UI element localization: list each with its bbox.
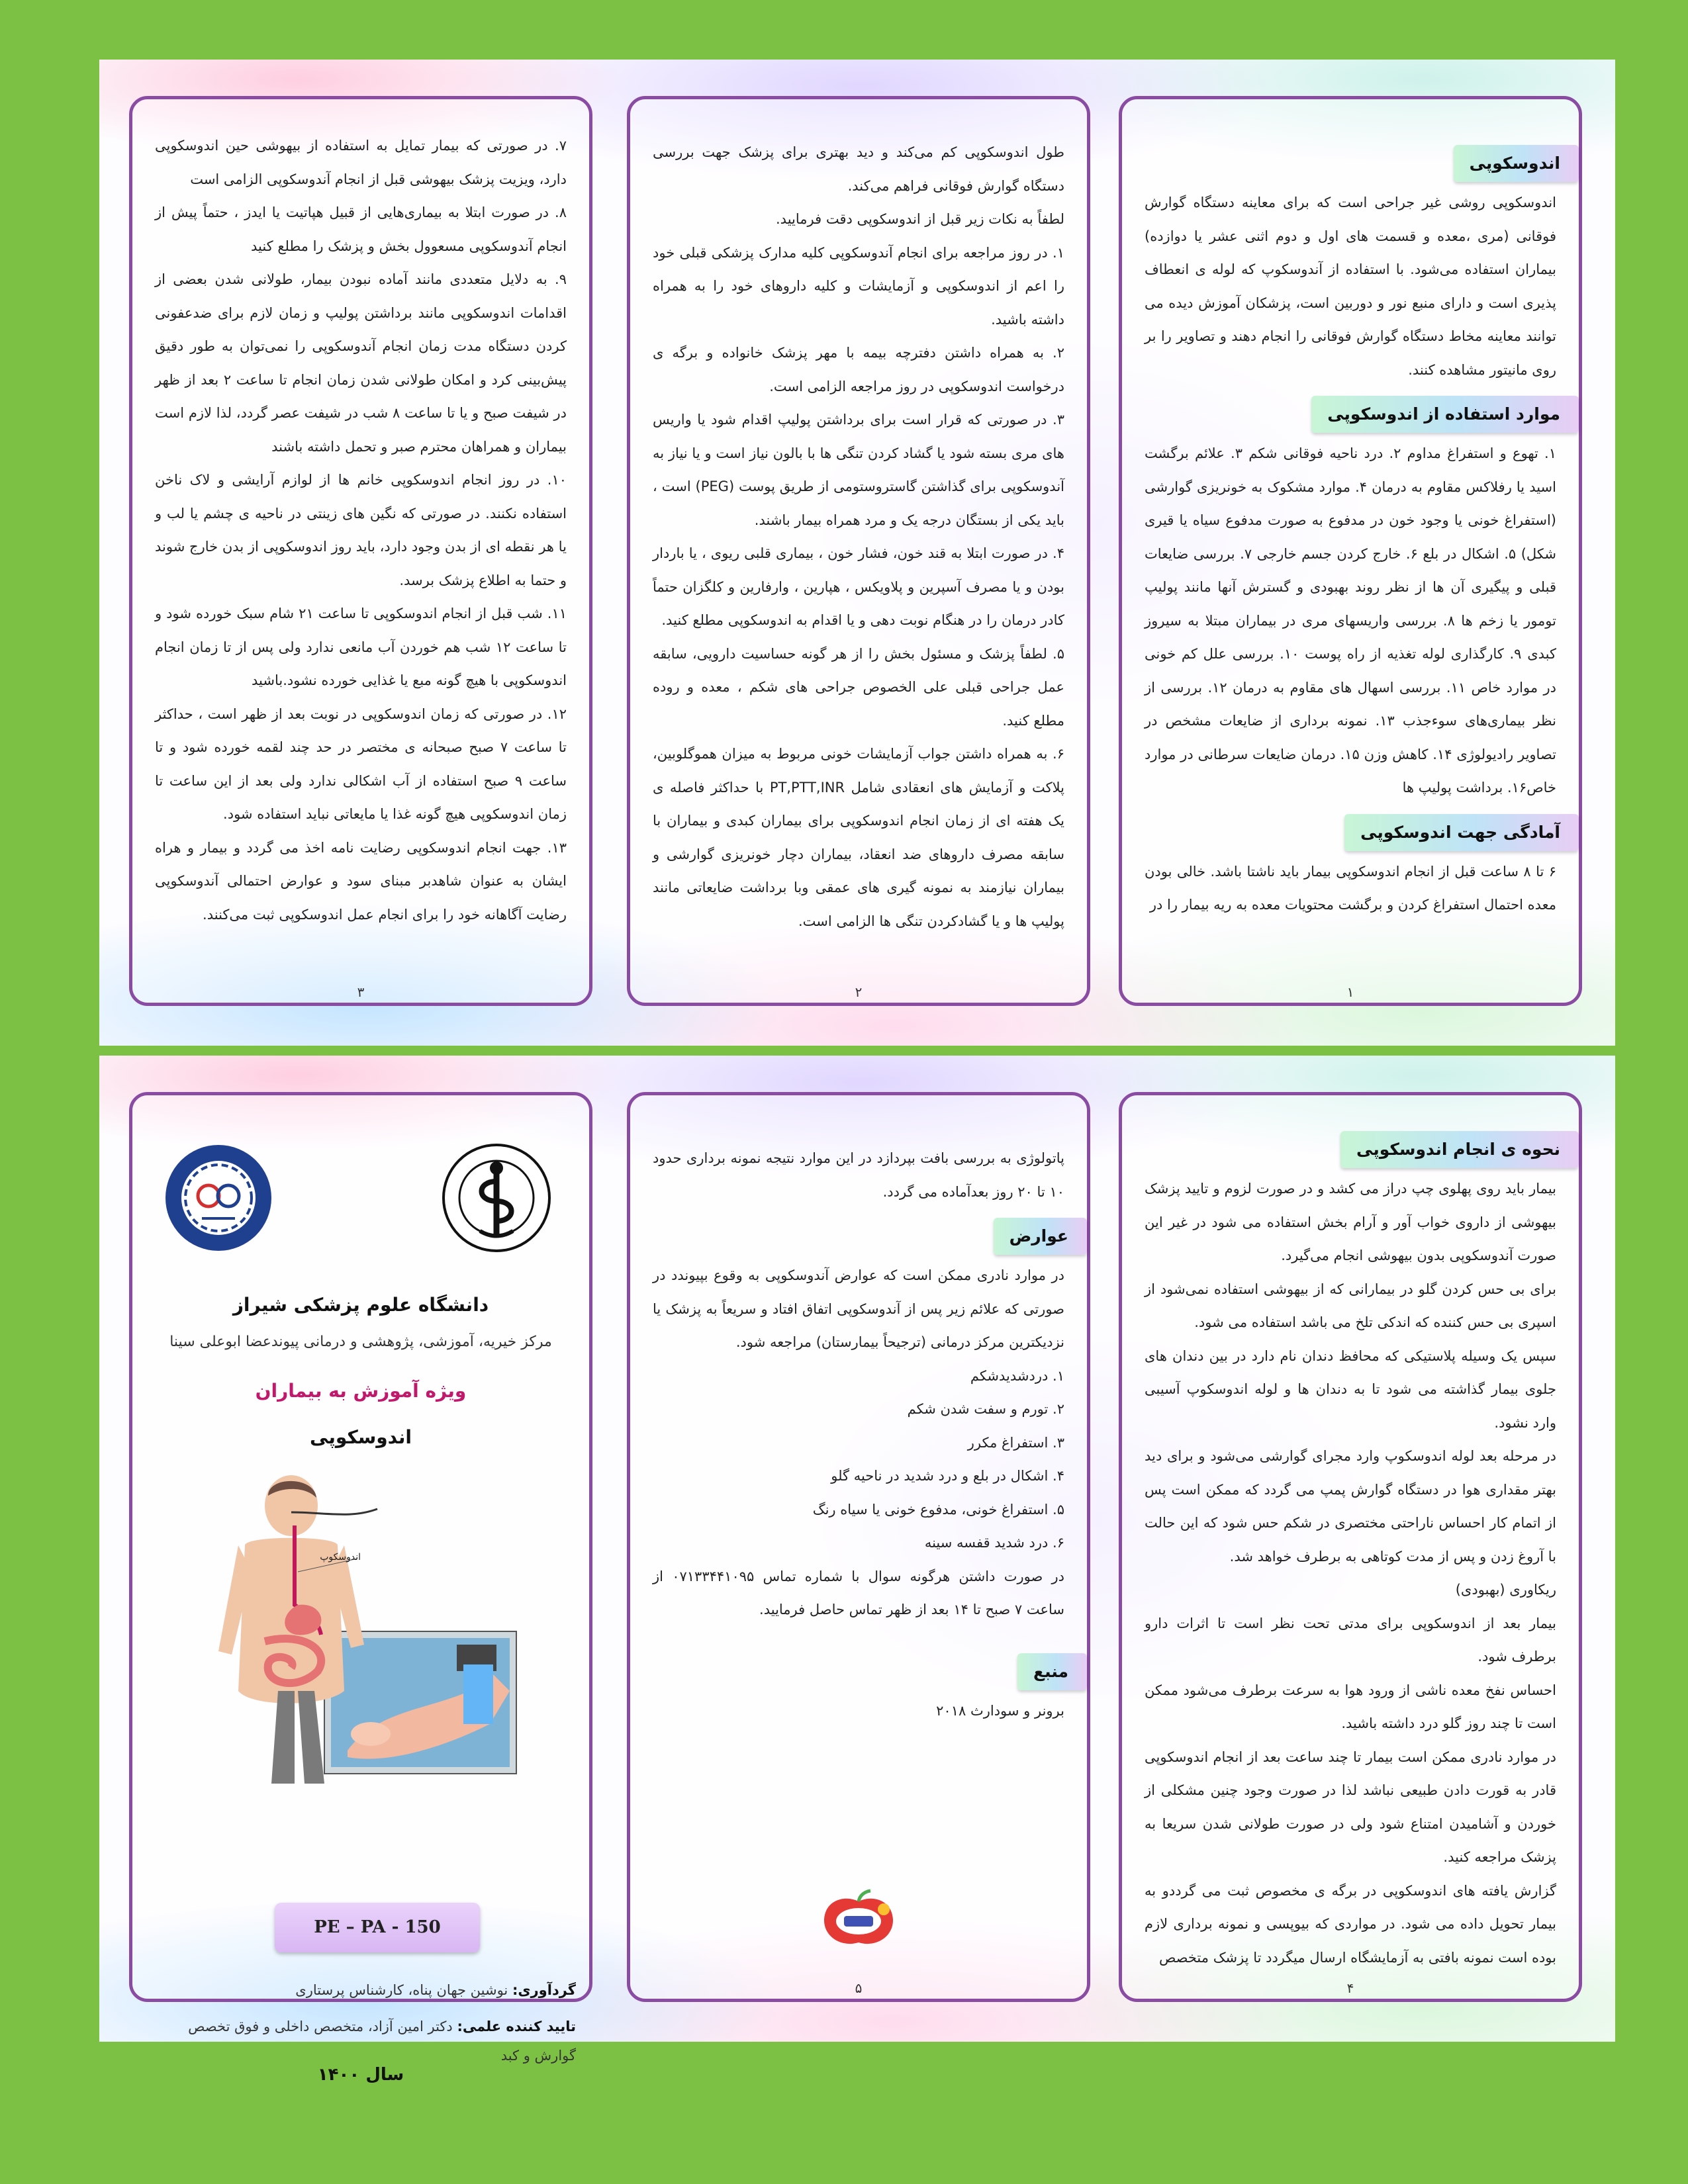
university-name: دانشگاه علوم پزشکی شیراز [232, 1294, 489, 1316]
panel-3 [129, 96, 592, 1006]
compiler-line [146, 1976, 576, 2005]
publication-year: سال ۱۴۰۰ [317, 2065, 404, 2085]
preparation-text: ۶ تا ۸ ساعت قبل از انجام اندوسکوپی بیمار باید ناشتا باشد. خالی بودن معده احتمال استفراغ کردن و برگشت محتویات معده به ریه بیمار را در [1145, 863, 1557, 913]
pathology-text: پاتولوژی به بررسی بافت بپردازد در این موارد نتیجه نمونه برداری حدود ۱۰ تا ۲۰ روز بعدآماده می گردد. [653, 1150, 1064, 1200]
approver-line [146, 2012, 576, 2070]
heading-complications: عوارض [994, 1218, 1087, 1255]
page-number: ۳ [357, 984, 365, 1000]
document-code: PE – PA - 150 [275, 1903, 480, 1952]
endoscopy-definition: اندوسکوپی روشی غیر جراحی است که برای معاینه دستگاه گوارش فوقانی (مری ،معده و قسمت های اول و دوم اثنی عشر یا دوازده) بیماران استفاده می‌شود. با استفاده از آندوسکوپ که لوله ی انعطاف پذیری است و دارای منبع نور و دوربین است، پزشکان آموزش دیده می توانند معاینه مخاط دستگاه گوارش فوقانی را انجام دهند و تصاویر را بر روی مانیتور مشاهده کنند. [1145, 195, 1556, 378]
paragraph: گزارش یافته های اندوسکوپی در برگه ی مخصوص ثبت می گرددو به بیمار تحویل داده می شود. در مواردی که بیوپسی و نمونه برداری لازم بوده است نمونه بافتی به آزمایشگاه ارسال میگردد تا پزشک متخصص [1145, 1882, 1556, 1966]
list-item: ۸. در صورت ابتلا به بیماری‌هایی از قبیل هپاتیت یا ایدز ، حتماً پیش از انجام آندوسکوپی مسعوول بخش و پزشک را مطلع کنید [155, 205, 567, 254]
paragraph: احساس نفخ معده ناشی از ورود هوا به سرعت برطرف می‌شود ممکن است تا چند روز گلو درد داشته باشید. [1145, 1682, 1556, 1731]
page-number: ۱ [1346, 984, 1354, 1000]
heading-preparation: آمادگی جهت اندوسکوپی [1344, 814, 1579, 851]
uses-list: ۱. تهوع و استفراغ مداوم ۲. درد ناحیه فوقانی شکم ۳. علائم برگشت اسید یا رفلاکس مقاوم به درمان ۴. موارد مشکوک به خونریزی گوارشی (استفراغ خونی یا وجود خون در مدفوع به صورت مدفوع سیاه یا قیری شکل) ۵. اشکال در بلع ۶. خارج کردن جسم خارجی ۷. بررسی ضایعات قبلی و پیگیری آن ها از نظر روند بهبودی و گسترش آنها مانند پولیپ تومور یا زخم ها ۸. بررسی واریسهای مری در بیماران مبتلا به سیروز کبدی ۹. کارگذاری لوله تغذیه از راه پوست ۱۰. بررسی علل کم خونی در موارد خاص ۱۱. بررسی اسهال های مقاوم به درمان ۱۲. بررسی از نظر بیماری‌های سوءجذب ۱۳. نمونه برداری از ضایعات مشخص در تصاویر رادیولوژی ۱۴. کاهش وزن ۱۵. درمان ضایعات سرطانی در موارد خاص۱۶. برداشت پولیپ ها [1145, 445, 1557, 796]
list-item: ۲. تورم و سفت شدن شکم [907, 1401, 1064, 1417]
endoscopy-illustration [205, 1473, 523, 1784]
list-item: ۱۱. شب قبل از انجام اندوسکوپی تا ساعت ۲۱ شام سبک خورده شود و تا ساعت ۱۲ شب هم خوردن آب مانعی ندارد ولی پس از تا زمان انجام اندوسکوپی با هیچ گونه مبع یا غذایی خورده نشود.باشید [155, 606, 567, 688]
page-number: ۴ [1346, 1980, 1354, 1996]
panel-2 [627, 96, 1090, 1006]
transplant-center-logo-icon [162, 1142, 275, 1254]
compiler-label: گردآوری: [512, 1982, 576, 1998]
contact-text: در صورت داشتن هرگونه سوال با شماره تماس ۰۷۱۳۳۴۴۱۰۹۵ از ساعت ۷ صبح تا ۱۴ بعد از ظهر تماس حاصل فرمایید. [653, 1568, 1065, 1617]
heading-source: منبع [1017, 1653, 1087, 1690]
list-item: ۴. اشکال در بلع و درد شدید در ناحیه گلو [831, 1468, 1064, 1484]
list-item: ۱۰. در روز انجام اندوسکوپی خانم ها از لوازم آرایشی و لاک ناخن استفاده نکنند. در صورتی که نگین های زینتی در ناحیه ی چشم یا لب و یا هر نقطه ای از بدن وجود دارد، باید روز اندوسکوپی از بدن خارج شوند و حتما به اطلاع پزشک برسد. [155, 472, 567, 588]
recovery-heading: ریکاوری (بهبودی) [1455, 1582, 1556, 1598]
list-item: ۱۳. جهت انجام اندوسکوپی رضایت نامه اخذ می گردد و بیمار و هراه ایشان به عنوان شاهدبر مبنای سود و عوارض احتمالی آندوسکوپی رضایت آگاهانه خود را برای انجام عمل اندوسکوپی ثبت می‌کنند. [155, 839, 567, 923]
audience-label: ویژه آموزش به بیماران [255, 1380, 467, 1402]
cover-title: اندوسکوپی [310, 1426, 412, 1448]
paragraph: سپس یک وسیله پلاستیکی که محافظ دندان نام دارد در بین دندان های جلوی بیمار گذاشته می شود تا به دندان ها و لوله اندوسکوپ آسیبی وارد نشود. [1145, 1347, 1556, 1431]
list-item: ۶. به همراه داشتن جواب آزمایشات خونی مربوط به میزان هموگلوبین، پلاکت و آزمایش های انعقادی شامل PT,PTT,INR با حداکثر فاصله ی یک هفته ای از زمان انجام اندوسکوپی برای بیماران کبدی و بیماران با سابقه مصرف داروهای ضد انعقاد، بیماران دچار خونریزی گوارشی و بیماران نیازمند به نمونه گیری های عمقی وبا برداشت ضایعاتی مانند پولیپ ها و یا گشادکردن تنگی ها الزامی است. [653, 746, 1064, 929]
list-item: ۶. درد شدید قفسه سینه [924, 1535, 1064, 1551]
list-item: ۷. در صورتی که بیمار تمایل به استفاده از بیهوشی حین اندوسکوپی دارد، ویزیت پزشک بیهوشی قبل از انجام آندوسکوپی الزامی است [155, 138, 567, 187]
list-item: ۱۲. در صورتی که زمان اندوسکوپی در نوبت بعد از ظهر است ، حداکثر تا ساعت ۷ صبح صبحانه ی مختصر در حد چند لقمه خورده شود و تا ساعت ۹ صبح استفاده از آب اشکالی ندارد ولی بعد از این ساعت تا زمان اندوسکوپی هیچ گونه غذا یا مایعاتی نباید استفاده شود. [155, 705, 567, 822]
paragraph: بیمار بعد از اندوسکوپی برای مدتی تحت نظر است تا اثرات دارو برطرف شود. [1145, 1615, 1556, 1664]
compiler-name: نوشین جهان پناه، کارشناس پرستاری [295, 1982, 508, 1998]
paragraph: بیمار باید روی پهلوی چپ دراز می کشد و در صورت لزوم و تایید پزشک بیهوشی از داروی خواب آور و آرام بخش استفاده می شود در غیر این صورت آندوسکوپی بدون بیهوشی انجام می‌گیرد. [1145, 1181, 1556, 1263]
brochure-sheet-back [99, 1056, 1615, 2085]
illustration-label: اندوسکوپ [320, 1552, 361, 1563]
approver-name: دکتر امین آزاد، متخصص داخلی و فوق تخصص گوارش و کبد [188, 2019, 576, 2064]
source-text: برونر و سودارث ۲۰۱۸ [936, 1702, 1064, 1719]
approver-label: تایید کننده علمی: [457, 2019, 576, 2034]
heading-procedure: نحوه ی انجام اندوسکوپی [1340, 1131, 1579, 1168]
page-number: ۵ [855, 1980, 863, 1996]
heading-endoscopy: اندوسکوپی [1454, 145, 1579, 182]
page-number: ۲ [855, 984, 863, 1000]
apple-logo-icon [806, 1889, 912, 1952]
list-item: ۵. لطفاً پزشک و مسئول بخش را از هر گونه حساسیت دارویی، سابقه عمل جراحی قبلی علی الخصوص جراحی های شکم ، معده و روده مطلع کنید. [653, 645, 1064, 729]
list-item: ۲. به همراه داشتن دفترچه بیمه با مهر پزشک خانواده و برگه ی درخواست اندوسکوپی در روز مراجعه الزامی است. [653, 345, 1064, 394]
university-logo-icon [440, 1142, 553, 1254]
complications-text: در موارد نادری ممکن است که عوارض آندوسکوپی به وقوع بپیوندد در صورتی که علائم زیر پس از آندوسکوپی اتفاق افتاد و سریعاً به پزشک یا نزدیکترین مرکز درمانی (ترجیحاً بیمارستان) مراجعه شود. [653, 1267, 1064, 1350]
paragraph: برای بی حس کردن گلو در بیمارانی که از بیهوشی استفاده نمی‌شود از اسپری بی حس کننده که اندکی تلخ می باشد استفاده می شود. [1145, 1281, 1556, 1330]
intro-text: طول اندوسکوپی کم می‌کند و دید بهتری برای پزشک جهت بررسی دستگاه گوارش فوقانی فراهم می‌کند. [653, 144, 1064, 194]
list-item: ۱. در روز مراجعه برای انجام آندوسکوپی کلیه مدارک پزشکی قبلی خود را اعم از اندوسکوپی و آزمایشات و کلیه داروهای خود را به همراه داشته باشید. [653, 244, 1064, 328]
panel-5 [627, 1092, 1090, 2002]
cover-panel [129, 1092, 592, 2085]
panel-1 [1119, 96, 1582, 1006]
list-item: ۱. دردشدیدشکم [970, 1367, 1064, 1384]
list-item: ۴. در صورت ابتلا به قند خون، فشار خون ، بیماری قلبی ریوی ، یا باردار بودن و یا مصرف آسپرین و پلاویکس ، هپارین ، وارفارین و کلگزان حتماً کادر درمان را در هنگام نوبت دهی و یا اقدام به اندوسکوپی مطلع کنید. [653, 545, 1064, 628]
note-text: لطفاً به نکات زیر قبل از اندوسکوپی دقت فرمایید. [776, 211, 1064, 227]
brochure-sheet-front [99, 60, 1615, 1046]
heading-uses: موارد استفاده از اندوسکوپی [1311, 396, 1579, 433]
list-item: ۳. در صورتی که قرار است برای برداشتن پولیپ اقدام شود یا واریس های مری بسته شود یا گشاد کردن تنگی ها با بالون نیاز است و یا نیاز به آندوسکوپی برای گذاشتن گاستروستومی از طریق پوست (PEG) است ، باید یکی از بستگان درجه یک و مرد همراه بیمار باشند. [653, 412, 1065, 528]
list-item: ۵. استفراغ خونی، مدفوع خونی یا سیاه رنگ [812, 1501, 1064, 1518]
paragraph: در موارد نادری ممکن است بیمار تا چند ساعت بعد از انجام اندوسکوپی قادر به قورت دادن طبیعی نباشد لذا در صورت وجود چنین مشکلی از خوردن و آشامیدن امتناع شود ولی در صورت طولانی شدن سریعا به پزشک مراجعه کنید. [1145, 1749, 1556, 1865]
center-name: مرکز خیریه، آموزشی، پژوهشی و درمانی پیوندعضا ابوعلی سینا [169, 1334, 552, 1350]
list-item: ۳. استفراغ مکرر [967, 1434, 1064, 1451]
panel-4 [1119, 1092, 1582, 2002]
list-item: ۹. به دلایل متعددی مانند آماده نبودن بیمار، طولانی شدن بعضی از اقدامات اندوسکوپی مانند برداشتن پولیپ و زمان لازم برای ضدعفونی کردن دستگاه مدت زمان انجام آندوسکوپی را نمی‌توان به طور دقیق پیش‌بینی کرد و امکان طولانی شدن زمان انجام تا ساعت ۲ بعد از ظهر در شیفت صبح و یا تا ساعت ۸ شب در شیفت عصر گردد، لذا لازم است بیماران و همراهان محترم صبر و تحمل داشته باشند [155, 271, 567, 455]
paragraph: در مرحله بعد لوله اندوسکوپ وارد مجرای گوارشی می‌شود و برای دید بهتر مقداری هوا در دستگاه گوارش پمپ می گردد که ممکن است پس از اتمام کار احساس ناراحتی مختصری در شکم حس شود که این حالت با آروغ زدن و پس از مدت کوتاهی به برطرف خواهد شد. [1145, 1448, 1556, 1565]
